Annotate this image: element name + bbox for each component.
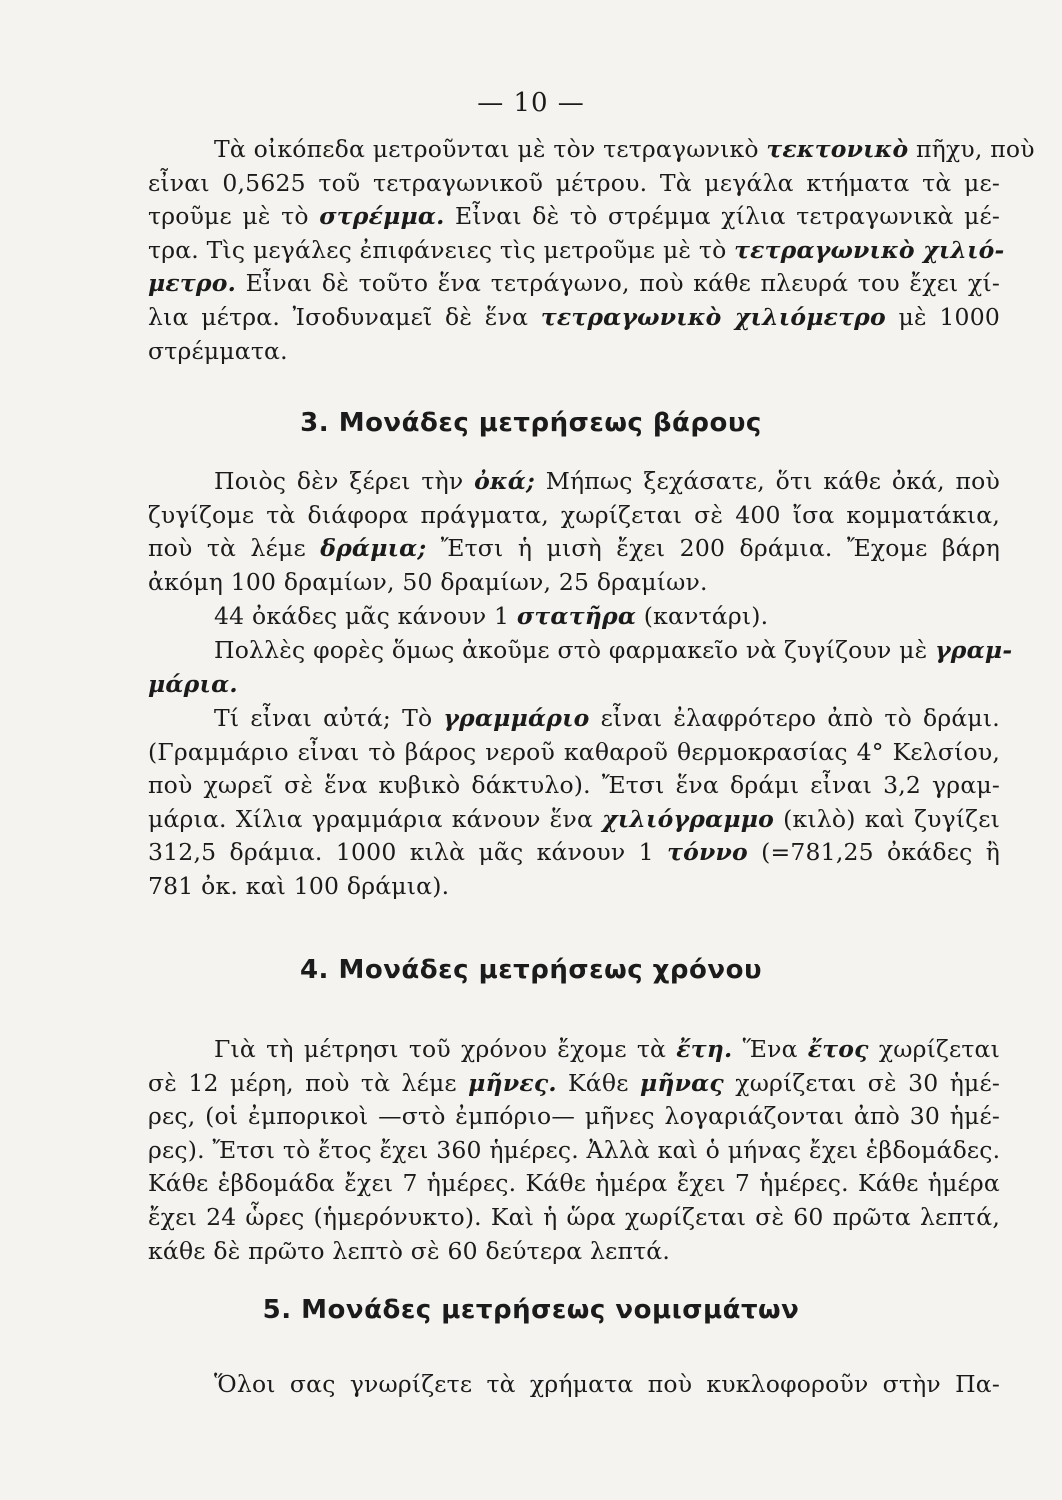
term-eti: ἔτη. bbox=[676, 1035, 733, 1063]
term-dramia: δράμια; bbox=[320, 534, 427, 563]
section-heading-time: 4. Μονάδες μετρήσεως χρόνου bbox=[299, 955, 763, 985]
term-grammario: γραμμάριο bbox=[443, 704, 590, 732]
paragraph-grammaria: Πολλὲς φορὲς ὅμως ἀκοῦμε στὸ φαρμακεῖο νὰ ζυγίζουν μὲ γραμ- μάρια. bbox=[148, 636, 1013, 698]
term-etos: ἔτος bbox=[807, 1035, 869, 1063]
term-chiliogrammo: χιλιόγραμμο bbox=[602, 804, 775, 833]
paragraph-oka: Ποιὸς δὲν ξέρει τὴν ὀκά; Μήπως ξεχάσατε, ὅτι κάθε ὀκά, ποὺ ζυγίζομε τὰ διάφορα πράγματα, χωρίζεται σὲ 400 ἴσα κομματάκια, ποὺ τὰ λέμε δράμια; Ἔτσι ἡ μισὴ ἔχει 200 δράμια. Ἔχομε βάρη ἀκόμη 100 δραμίων, 50 δραμίων, 25 δραμίων. bbox=[148, 467, 1001, 596]
section-heading-weight: 3. Μονάδες μετρήσεως βάρους bbox=[300, 408, 762, 438]
term-mines: μῆνες. bbox=[468, 1068, 557, 1097]
page-number: — 10 — bbox=[477, 88, 585, 118]
term-tonno: τόννο bbox=[667, 838, 748, 867]
paragraph-stateras: 44 ὀκάδες μᾶς κάνουν 1 στατῆρα (καντάρι). bbox=[214, 602, 769, 630]
paragraph-time: Γιὰ τὴ μέτρησι τοῦ χρόνου ἔχομε τὰ ἔτη. Ἕνα ἔτος χωρίζεται σὲ 12 μέρη, ποὺ τὰ λέμε μῆνες. Κάθε μῆνας χωρίζεται σὲ 30 ἡμέ- ρες, (οἱ ἐμπορικοὶ —στὸ ἐμπόριο— μῆνες λογαριάζονται ἀπὸ 30 ἡμέ- ρες). Ἔτσι τὸ ἔτος ἔχει 360 ἡμέρες. Ἀλλὰ καὶ ὁ μήνας ἔχει ἑβδομάδες. Κάθε ἑβδομάδα ἔχει 7 ἡμέρες. Κάθε ἡμέρα ἔχει 7 ἡμέρες. Κάθε ἡμέρα ἔχει 24 ὧρες (ἡμερόνυκτο). Καὶ ἡ ὥρα χωρίζεται σὲ 60 πρῶτα λεπτά, κάθε δὲ πρῶτο λεπτὸ σὲ 60 δεύτερα λεπτά. bbox=[148, 1035, 1001, 1265]
term-stremma: στρέμμα. bbox=[319, 202, 445, 231]
term-statira: στατῆρα bbox=[516, 602, 637, 630]
term-tektoniko: τεκτονικὸ bbox=[766, 135, 909, 163]
term-minas: μῆνας bbox=[639, 1068, 724, 1097]
paragraph-gramma-definition: Τί εἶναι αὐτά; Τὸ γραμμάριο εἶναι ἐλαφρότερο ἀπὸ τὸ δράμι. (Γραμμάριο εἶναι τὸ βάρος νεροῦ καθαροῦ θερμοκρασίας 4° Κελσίου, ποὺ χωρεῖ σὲ ἕνα κυβικὸ δάκτυλο). Ἔτσι ἕνα δράμι εἶναι 3,2 γραμ- μάρια. Χίλια γραμμάρια κάνουν ἕνα χιλιόγραμμο (κιλὸ) καὶ ζυγίζει 312,5 δράμια. 1000 κιλὰ μᾶς κάνουν 1 τόννο (=781,25 ὀκάδες ἢ 781 ὀκ. καὶ 100 δράμια). bbox=[148, 704, 1000, 900]
term-grammaria: γραμ- bbox=[935, 636, 1013, 664]
paragraph-land-area: Τὰ οἰκόπεδα μετροῦνται μὲ τὸν τετραγωνικὸ τεκτονικὸ πῆχυ, ποὺ εἶναι 0,5625 τοῦ τετραγωνικοῦ μέτρου. Τὰ μεγάλα κτήματα τὰ με- τροῦμε μὲ τὸ στρέμμα. Εἶναι δὲ τὸ στρέμμα χίλια τετραγωνικὰ μέ- τρα. Τὶς μεγάλες ἐπιφάνειες τὶς μετροῦμε μὲ τὸ τετραγωνικὸ χιλιό- μετρο. Εἶναι δὲ τοῦτο ἕνα τετράγωνο, ποὺ κάθε πλευρά του ἔχει χί- λια μέτρα. Ἰσοδυναμεῖ δὲ ἕνα τετραγωνικὸ χιλιόμετρο μὲ 1000 στρέμματα. bbox=[148, 135, 1035, 365]
paragraph-currency: Ὅλοι σας γνωρίζετε τὰ χρήματα ποὺ κυκλοφοροῦν στὴν Πα- bbox=[214, 1370, 1000, 1398]
term-tetragoniko-chiliometro: τετραγωνικὸ χιλιό- bbox=[734, 235, 1005, 264]
section-heading-currency: 5. Μονάδες μετρήσεως νομισμάτων bbox=[262, 1295, 800, 1325]
term-oka: ὀκά; bbox=[474, 467, 535, 495]
